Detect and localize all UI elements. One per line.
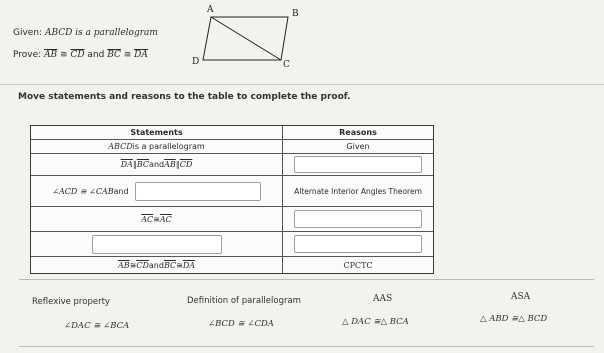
congruent-symbol: ≅ [153, 214, 160, 224]
tile-asa[interactable]: ASA [511, 292, 531, 302]
reasons-header: Reasons [339, 128, 377, 137]
segment-cd: $\overline{CD}$ [70, 50, 85, 60]
segment-bc: $\overline{BC}$ [136, 160, 150, 169]
statement-cell [31, 207, 283, 231]
reason-cell [283, 207, 433, 231]
segment-bc: $\overline{BC}$ [107, 50, 121, 60]
and-text: and [148, 260, 164, 270]
reason-cell [283, 232, 433, 256]
reason-drop-zone[interactable] [294, 210, 422, 228]
reason-drop-zone[interactable] [294, 156, 422, 173]
tile-angle-bcd-cda[interactable]: ∠BCD ≅ ∠CDA [208, 319, 274, 329]
segment-ac-2: $\overline{AC}$ [159, 214, 172, 224]
and-text: and [113, 186, 129, 196]
statement-cell [31, 232, 283, 256]
reason-cell: Alternate Interior Angles Theorem [294, 186, 422, 196]
segment-bc: $\overline{BC}$ [163, 260, 177, 270]
reason-cell: Given [346, 142, 370, 151]
parallel-symbol: ∥ [132, 160, 137, 169]
given-text: ABCD is a parallelogram [44, 28, 158, 38]
statement-drop-zone[interactable] [92, 235, 222, 254]
tile-aas[interactable]: AAS [373, 294, 393, 304]
answer-tiles-panel [19, 279, 594, 347]
statement-cell [31, 140, 283, 153]
tile-definition-of-parallelogram[interactable]: Definition of parallelogram [187, 296, 301, 306]
table-row [31, 176, 433, 207]
table-header-row [31, 126, 433, 140]
table-row [31, 232, 433, 257]
given-statement [13, 28, 158, 38]
statement-text: is a parallelogram [132, 142, 205, 151]
parallel-symbol-2: ∥ [175, 160, 180, 169]
prove-prefix: Prove: [13, 50, 42, 60]
instructions-text: Move statements and reasons to the table to complete the proof. [18, 92, 351, 102]
prove-statement [13, 50, 148, 60]
tile-angle-dac-bca[interactable]: ∠DAC ≅ ∠BCA [64, 321, 130, 331]
segment-ab: $\overline{AB}$ [44, 50, 58, 60]
table-row [31, 207, 433, 232]
segment-da: $\overline{DA}$ [182, 260, 196, 270]
section-divider [0, 84, 604, 85]
parallelogram-figure [186, 5, 316, 75]
congruent-symbol-2: ≅ [120, 50, 135, 60]
segment-ab: $\overline{AB}$ [164, 160, 176, 169]
segment-da: $\overline{DA}$ [120, 160, 133, 169]
table-row [31, 154, 433, 176]
segment-cd: $\overline{CD}$ [179, 160, 193, 169]
congruent-symbol: ≅ [129, 260, 137, 270]
segment-cd: $\overline{CD}$ [136, 260, 149, 270]
reason-cell: CPCTC [343, 260, 373, 270]
segment-da: $\overline{DA}$ [134, 50, 148, 60]
vertex-label-b: B [292, 9, 299, 19]
tile-triangle-abd-bcd[interactable]: △ ABD ≅△ BCD [480, 314, 548, 324]
vertex-label-d: D [192, 57, 200, 67]
tile-reflexive-property[interactable]: Reflexive property [32, 297, 110, 307]
proof-table [30, 125, 434, 274]
congruent-symbol: ≅ [57, 50, 71, 60]
statement-cell [31, 154, 283, 175]
table-row [31, 140, 433, 154]
given-prefix: Given: [13, 28, 43, 38]
and-text: and [149, 160, 165, 169]
vertex-label-a: A [207, 5, 214, 15]
tile-triangle-dac-bca[interactable]: △ DAC ≅△ BCA [342, 317, 409, 327]
statement-cell [31, 176, 283, 206]
reason-cell [283, 154, 433, 175]
statement-cell [31, 257, 283, 273]
angle-statement: ∠ACD ≅ ∠CAB [52, 186, 114, 196]
segment-ac: $\overline{AC}$ [141, 214, 154, 224]
statement-drop-zone[interactable] [135, 182, 261, 201]
vertex-label-c: C [283, 60, 290, 70]
statement-abcd: ABCD [108, 142, 133, 151]
statements-header: Statements [31, 126, 283, 139]
segment-ab: $\overline{AB}$ [117, 260, 130, 270]
congruent-symbol-2: ≅ [176, 260, 183, 270]
reason-drop-zone[interactable] [294, 235, 422, 253]
and-text: and [84, 50, 108, 60]
table-row [31, 257, 433, 273]
